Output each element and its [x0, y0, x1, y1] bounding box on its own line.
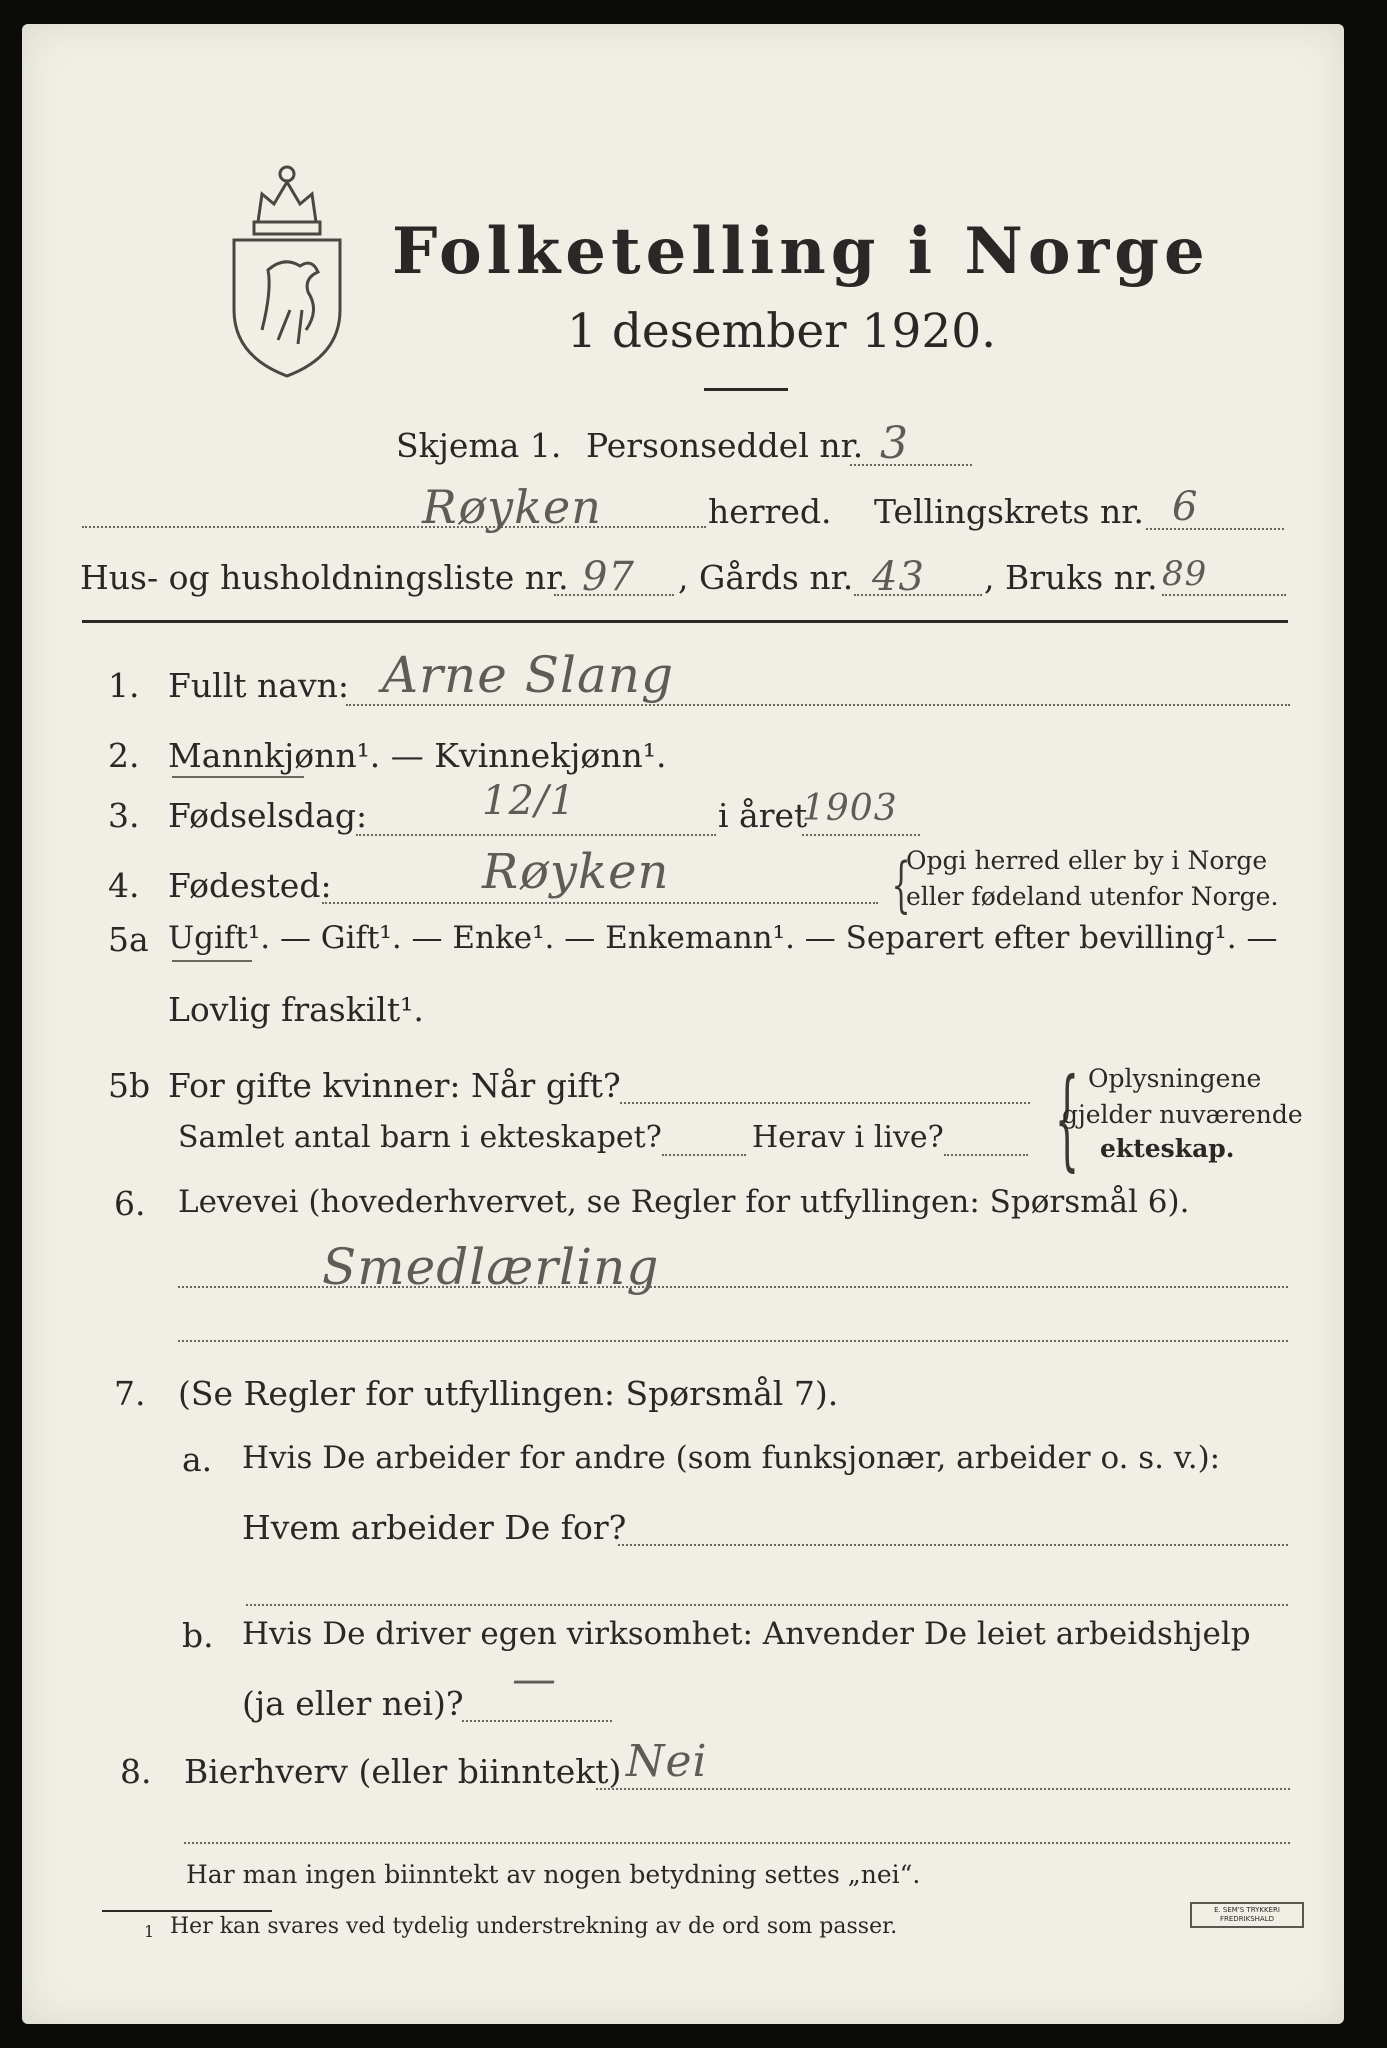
q3-year-line: [802, 834, 920, 836]
census-date: 1 desember 1920.: [567, 304, 997, 359]
q2-number: 2.: [108, 736, 140, 775]
q5b-label: For gifte kvinner: Når gift?: [168, 1066, 621, 1105]
skjema-label: Skjema 1.: [396, 426, 562, 465]
q1-value: Arne Slang: [382, 646, 674, 704]
tellingskrets-line: [1146, 528, 1284, 530]
q5b-brace: {: [1054, 1054, 1080, 1182]
q8-label: Bierhverv (eller biinntekt): [184, 1752, 622, 1791]
header-rule: [82, 620, 1288, 623]
q8-line-1: [596, 1788, 1290, 1790]
q6-value: Smedlærling: [322, 1238, 660, 1296]
q5b-label-2: Samlet antal barn i ekteskapet?: [178, 1120, 662, 1155]
q8-number: 8.: [120, 1752, 152, 1791]
q4-value: Røyken: [482, 844, 670, 900]
title-divider: [704, 388, 788, 391]
herred-label: herred.: [708, 492, 832, 531]
form-title: Folketelling i Norge: [392, 214, 1210, 289]
note-nei: Har man ingen biinntekt av nogen betydning settes „nei“.: [186, 1860, 921, 1889]
q5a-label-2: Lovlig fraskilt¹.: [168, 990, 424, 1029]
q4-label: Fødested:: [168, 866, 332, 905]
q3-value: 12/1: [482, 778, 576, 824]
q3-number: 3.: [108, 796, 140, 835]
personseddel-label: Personseddel nr.: [586, 426, 864, 465]
q7-label: (Se Regler for utfyllingen: Spørsmål 7).: [178, 1374, 839, 1413]
q7a-label: Hvis De arbeider for andre (som funksjonær, arbeider o. s. v.):: [242, 1440, 1221, 1476]
q5a-number: 5a: [108, 920, 149, 959]
q4-note-1: Opgi herred eller by i Norge: [906, 846, 1268, 875]
personseddel-line: [850, 464, 972, 466]
q7b-label-2: (ja eller nei)?: [242, 1684, 464, 1723]
hus-value: 97: [582, 554, 635, 600]
q2-underline: [172, 776, 304, 778]
census-form-page: [22, 24, 1344, 2024]
tellingskrets-value: 6: [1172, 484, 1199, 530]
footnote: Her kan svares ved tydelig understrekning av de ord som passer.: [170, 1914, 898, 1939]
tellingskrets-label: Tellingskrets nr.: [874, 492, 1144, 531]
q7b-number: b.: [182, 1616, 214, 1655]
q4-number: 4.: [108, 866, 140, 905]
q6-line-1: [178, 1286, 1288, 1288]
q1-number: 1.: [108, 666, 140, 705]
q5b-note-3: ekteskap.: [1100, 1134, 1235, 1163]
q4-note-2: eller fødeland utenfor Norge.: [906, 882, 1279, 911]
bruks-label: , Bruks nr.: [984, 558, 1158, 597]
personseddel-value: 3: [880, 418, 909, 469]
q3-year-value: 1903: [802, 788, 898, 829]
bruks-line: [1162, 594, 1286, 596]
q7a-number: a.: [182, 1440, 213, 1479]
q7-number: 7.: [114, 1374, 146, 1413]
q6-number: 6.: [114, 1184, 146, 1223]
q3-label: Fødselsdag:: [168, 796, 368, 835]
q1-line: [346, 704, 1290, 706]
q3-year-label: i året: [718, 796, 808, 835]
q7b-line: [462, 1720, 612, 1722]
printer-label: E. SEM'S TRYKKERI FREDRIKSHALD: [1214, 1906, 1280, 1923]
coat-of-arms-icon: [228, 160, 346, 382]
q7a-line-1: [618, 1544, 1288, 1546]
q7b-label: Hvis De driver egen virksomhet: Anvender De leiet arbeidshjelp: [242, 1616, 1251, 1652]
gards-value: 43: [872, 554, 925, 600]
q5b-married-line: [620, 1102, 1030, 1104]
q6-line-2: [178, 1340, 1288, 1342]
herred-line: [82, 526, 706, 528]
q5b-number: 5b: [108, 1066, 151, 1105]
q5b-children-line: [662, 1154, 746, 1156]
q5b-note-1: Oplysningene: [1088, 1064, 1262, 1093]
gards-label: , Gårds nr.: [678, 558, 854, 597]
footnote-mark: 1: [144, 1922, 155, 1941]
printer-stamp: [1190, 1902, 1304, 1928]
q5a-underline: [172, 960, 252, 962]
q7a-line-2: [246, 1604, 1288, 1606]
herred-value: Røyken: [422, 480, 602, 534]
bruks-value: 89: [1162, 554, 1208, 594]
q1-label: Fullt navn:: [168, 666, 349, 705]
footnote-rule: [102, 1910, 272, 1912]
q2-label: Mannkjønn¹. — Kvinnekjønn¹.: [168, 736, 667, 775]
q8-line-2: [184, 1842, 1290, 1844]
q5a-label: Ugift¹. — Gift¹. — Enke¹. — Enkemann¹. — Separert efter bevilling¹. —: [168, 920, 1278, 956]
q5b-note-2: gjelder nuværende: [1062, 1100, 1303, 1129]
q5b-alive-line: [944, 1154, 1028, 1156]
q7b-value: —: [512, 1654, 557, 1705]
q4-brace: {: [891, 850, 911, 920]
q6-label: Levevei (hovederhvervet, se Regler for utfyllingen: Spørsmål 6).: [178, 1184, 1190, 1220]
q3-line: [356, 834, 716, 836]
q4-line: [322, 902, 878, 904]
q7a-label-2: Hvem arbeider De for?: [242, 1508, 627, 1547]
hus-label: Hus- og husholdningsliste nr.: [80, 558, 569, 597]
q8-value: Nei: [626, 1736, 708, 1787]
q5b-label-3: Herav i live?: [752, 1120, 944, 1155]
